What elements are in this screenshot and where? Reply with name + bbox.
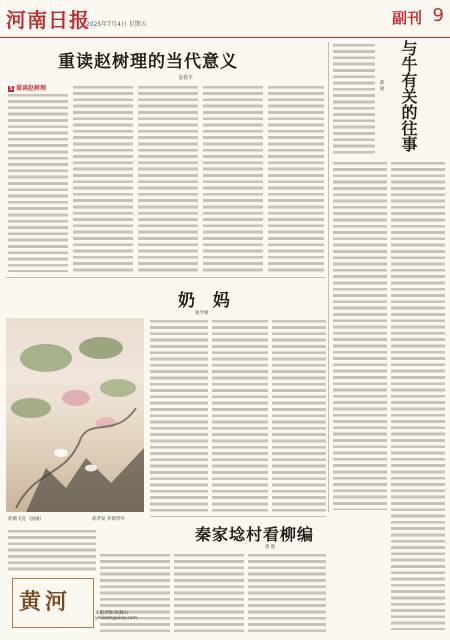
page-number: 9	[432, 5, 444, 26]
article2-column-2	[391, 160, 445, 630]
article4-column-3	[248, 552, 326, 634]
horizontal-divider-1	[6, 277, 326, 278]
column-editor: 本版责编 陈燕山	[95, 611, 128, 616]
article3-column-3	[272, 318, 326, 514]
newspaper-logo: 河南日报	[6, 8, 90, 32]
article3-column-1	[150, 318, 208, 514]
article2-column-top	[333, 42, 375, 157]
article2-author: 薛 斌	[379, 80, 384, 91]
article4-title: 秦家埝村看柳编	[195, 525, 315, 544]
column-logo-text: 黄河	[19, 589, 72, 615]
subhead-text: 重读赵树理	[16, 85, 47, 92]
article1-column-5	[268, 84, 324, 272]
article1-column-3	[138, 84, 198, 272]
column-logo-box	[12, 578, 94, 628]
section-name: 副刊	[391, 9, 422, 27]
masthead	[0, 0, 450, 38]
article1-column-1	[8, 92, 68, 272]
painting-caption-author: 胡孝发 乔瑞琴作	[92, 517, 125, 522]
vertical-divider-right	[328, 42, 329, 512]
article3-author: 张学燕	[195, 311, 209, 316]
article1-column-2	[73, 84, 133, 272]
article1-author: 金春平	[178, 75, 194, 81]
article3-title: 奶 妈	[178, 291, 236, 311]
painting-image	[6, 318, 144, 512]
issue-date: 2025年7月4日 星期五	[86, 21, 147, 28]
column-email: yellowh@sina.com	[95, 616, 137, 621]
horizontal-divider-2	[150, 516, 326, 517]
article2-column-1	[333, 160, 387, 510]
article4-column-left	[8, 528, 96, 574]
article4-author: 曾 皓	[265, 545, 276, 550]
subhead-marker-icon: S	[9, 86, 13, 92]
article4-column-2	[174, 552, 244, 634]
article1-title: 重读赵树理的当代意义	[58, 52, 238, 72]
article1-column-4	[203, 84, 263, 272]
article2-title: 与牛有关的往事	[399, 40, 418, 152]
painting-caption-title: 荷塘飞凫（国画）	[8, 517, 44, 522]
lotus-ducks-painting	[6, 318, 144, 512]
article1-subhead	[8, 83, 46, 92]
article4-column-1	[100, 552, 170, 634]
article3-column-2	[212, 318, 268, 514]
